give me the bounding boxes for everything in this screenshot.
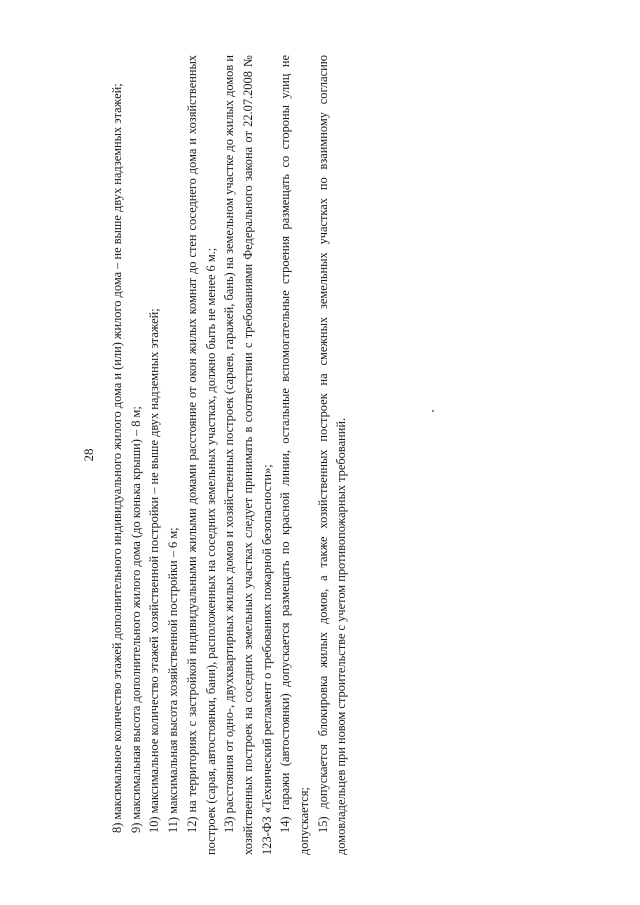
paragraph-11: 11) максимальная высота хозяйственной постройки – 6 м;: [166, 527, 181, 833]
paragraph-13: 13) расстояния от одно-, двухквартирных жилых домов и хозяйственных построек (сараев, гаражей, бань) на земельном участке до жилых домов и хозяйственных построек на соседних земельных участках следует принимать в соответствии с требованиями Федерального закона от 22.07.2008 № 123-ФЗ «Технический регламент о требованиях пожарной безопасности»;: [222, 55, 274, 855]
paragraph-8: 8) максимальное количество этажей дополнительного индивидуального жилого дома и (или) жилого дома – не выше двух надземных этажей;: [110, 83, 124, 833]
paragraph-14: 14) гаражи (автостоянки) допускается размещать по красной линии, остальные вспомогательные строения размещать со стороны улиц не допускается;: [278, 55, 312, 855]
paragraph-15: 15) допускается блокировка жилых домов, а также хозяйственных построек на смежных земельных участках по взаимному согласию домовладельцев при новом строительстве с учетом противопожарных требований.: [315, 55, 349, 855]
paragraph-9: 9) максимальная высота дополнительного жилого дома (до конька крыши) – 8 м;: [128, 406, 143, 833]
page-number: 28: [81, 448, 96, 462]
document-body: [108, 55, 351, 855]
rotated-page: [80, 55, 400, 855]
paragraph-12: 12) на территориях с застройкой индивидуальными жилыми домами расстояние от окон жилых комнат до стен соседнего дома и хозяйственных построек (сарая, автостоянки, бани), расположенных на соседних земельных участках, должно быть не менее 6 м.;: [184, 55, 218, 855]
paragraph-10: 10) максимальное количество этажей хозяйственной постройки – не выше двух надземных этажей;: [147, 308, 162, 833]
scan-speck: [432, 410, 434, 412]
